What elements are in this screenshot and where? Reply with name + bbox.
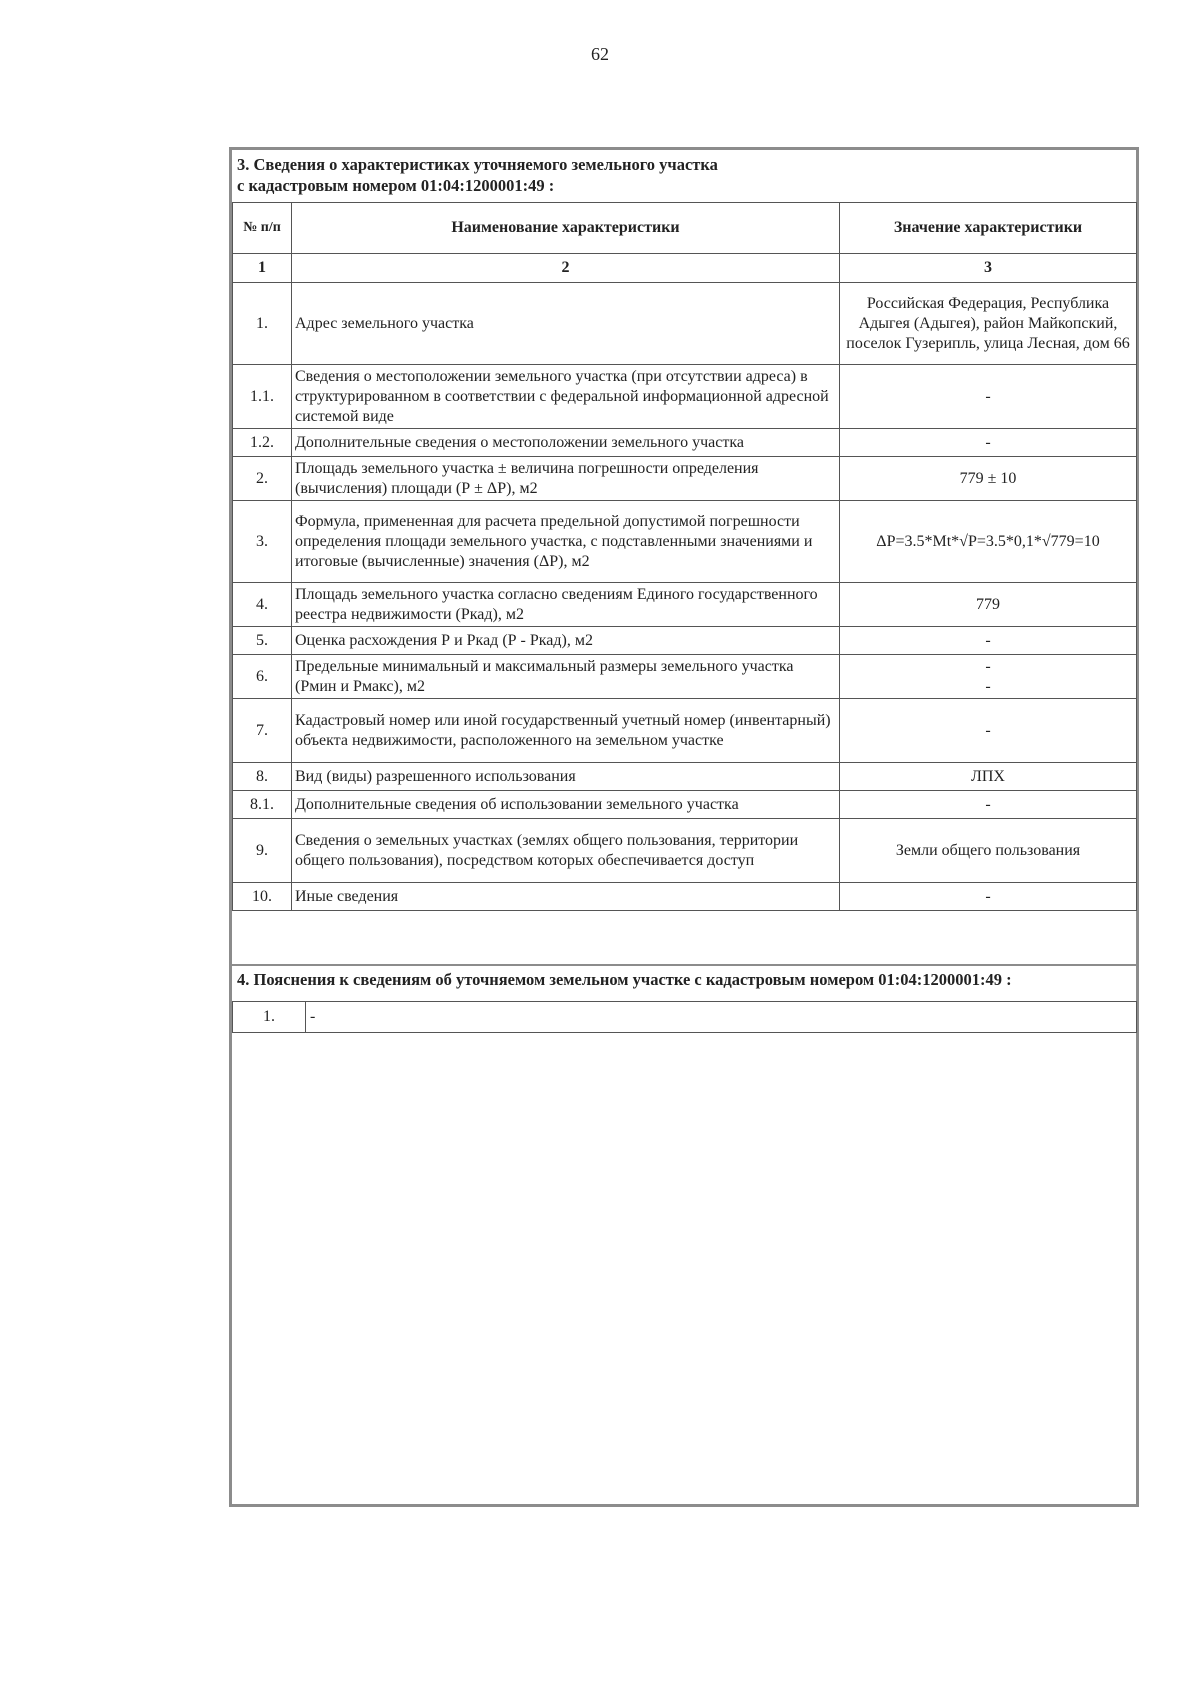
row-name: Дополнительные сведения о местоположении земельного участка [292,429,840,457]
header-num: № п/п [233,203,292,254]
section-divider [232,964,1136,966]
row-value: ЛПХ [840,763,1137,791]
row-value: Земли общего пользования [840,819,1137,883]
row-name: Площадь земельного участка ± величина погрешности определения (вычисления) площади (Р ± ΔР), м2 [292,457,840,501]
row-number: 10. [233,883,292,911]
row-number: 3. [233,501,292,583]
row-name: Сведения о местоположении земельного участка (при отсутствии адреса) в структурированном в соответствии с федеральной информационной адресной системой виде [292,365,840,429]
table-row [233,763,1137,791]
row-value: - [840,365,1137,429]
row-number: 2. [233,457,292,501]
row-name: Формула, примененная для расчета предельной допустимой погрешности определения площади земельного участка, с подставленными значениями и итоговые (вычисленные) значения (ΔР), м2 [292,501,840,583]
row-name: Вид (виды) разрешенного использования [292,763,840,791]
table-row [233,429,1137,457]
row-number: 1. [233,283,292,365]
row-number: 1.1. [233,365,292,429]
row-value: Российская Федерация, Республика Адыгея (Адыгея), район Майкопский, поселок Гузерипль, улица Лесная, дом 66 [840,283,1137,365]
row-number: 7. [233,699,292,763]
row-name: Площадь земельного участка согласно сведениям Единого государственного реестра недвижимости (Ркад), м2 [292,583,840,627]
table-header-row [233,203,1137,254]
notes-table [232,1001,1137,1033]
column-number: 1 [233,254,292,283]
notes-row [233,1002,1137,1033]
characteristics-table [232,202,1137,911]
column-number: 3 [840,254,1137,283]
notes-body [233,1002,1137,1033]
row-value: - [840,883,1137,911]
row-value: 779 ± 10 [840,457,1137,501]
table-row [233,627,1137,655]
section3-title-line2: с кадастровым номером 01:04:1200001:49 : [237,176,555,195]
row-value: - [840,429,1137,457]
row-value: - [840,791,1137,819]
row-value: ΔР=3.5*Mt*√P=3.5*0,1*√779=10 [840,501,1137,583]
row-name: Кадастровый номер или иной государственный учетный номер (инвентарный) объекта недвижимости, расположенного на земельном участке [292,699,840,763]
table-body [233,283,1137,911]
table-row [233,457,1137,501]
section3-title-line1: 3. Сведения о характеристиках уточняемого земельного участка [237,155,718,174]
notes-row-text: - [306,1002,1137,1033]
row-name: Иные сведения [292,883,840,911]
header-value: Значение характеристики [840,203,1137,254]
table-row [233,699,1137,763]
row-name: Сведения о земельных участках (землях общего пользования, территории общего пользования), посредством которых обеспечивается доступ [292,819,840,883]
row-number: 4. [233,583,292,627]
row-name: Адрес земельного участка [292,283,840,365]
row-number: 6. [233,655,292,699]
row-name: Дополнительные сведения об использовании земельного участка [292,791,840,819]
row-number: 9. [233,819,292,883]
column-number-row [233,254,1137,283]
table-row [233,791,1137,819]
table-row [233,283,1137,365]
notes-row-number: 1. [233,1002,306,1033]
table-row [233,655,1137,699]
table-row [233,883,1137,911]
table-row [233,819,1137,883]
row-value: 779 [840,583,1137,627]
table-row [233,583,1137,627]
header-name: Наименование характеристики [292,203,840,254]
document-frame [229,147,1139,1507]
row-name: Предельные минимальный и максимальный размеры земельного участка (Рмин и Рмакс), м2 [292,655,840,699]
row-number: 8. [233,763,292,791]
table-row [233,501,1137,583]
row-value: - [840,627,1137,655]
section3-title [237,154,718,196]
section4-title: 4. Пояснения к сведениям об уточняемом земельном участке с кадастровым номером 01:04:1200001:49 : [237,970,1012,989]
page-number: 62 [591,44,609,64]
row-name: Оценка расхождения Р и Ркад (Р - Ркад), м2 [292,627,840,655]
row-number: 8.1. [233,791,292,819]
column-number: 2 [292,254,840,283]
row-number: 1.2. [233,429,292,457]
table-row [233,365,1137,429]
row-value: - - [840,655,1137,699]
row-value: - [840,699,1137,763]
row-number: 5. [233,627,292,655]
